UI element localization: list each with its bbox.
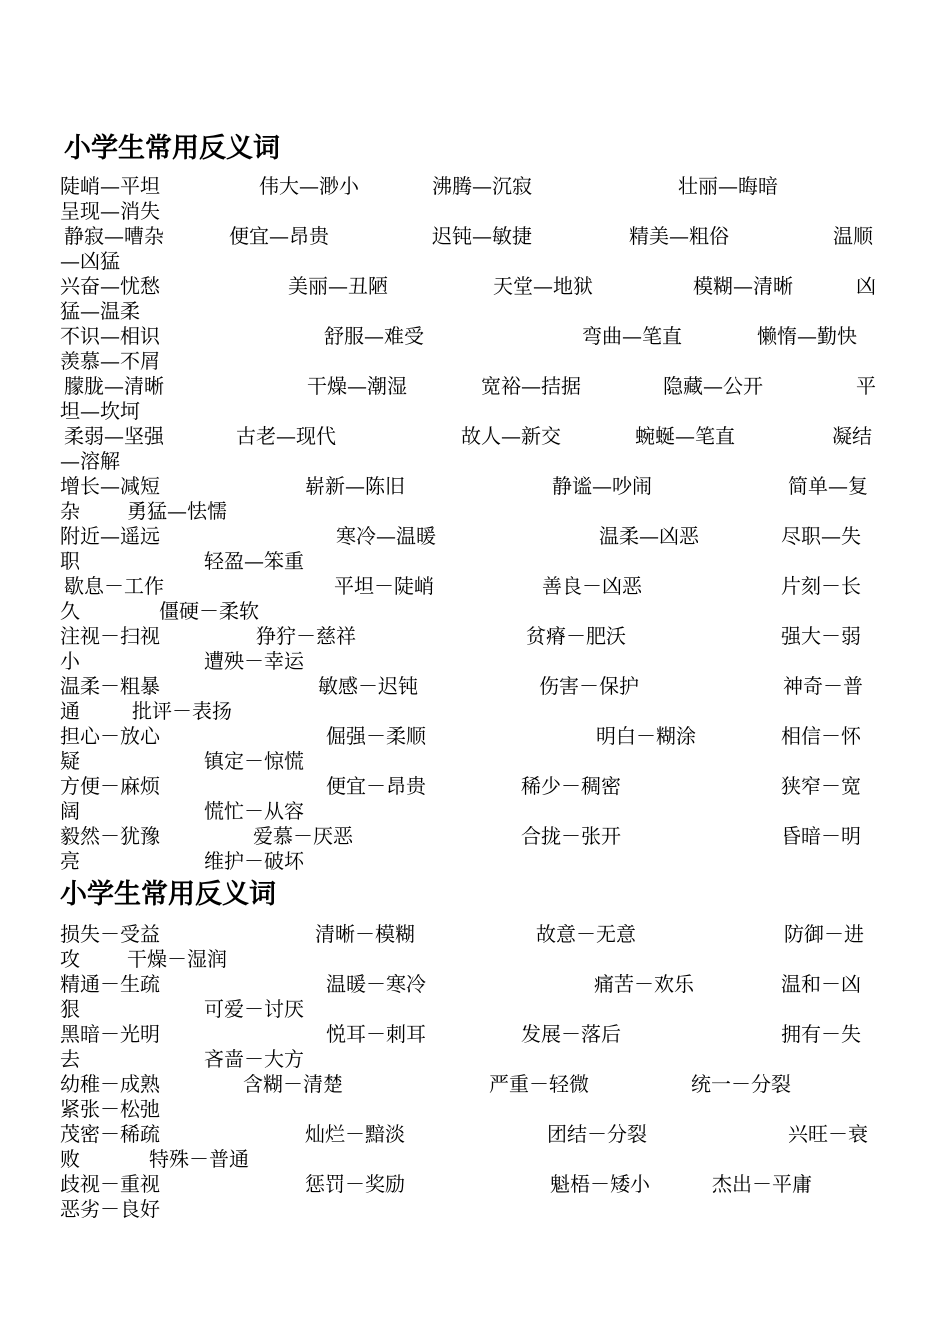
word-pair: 魁梧－矮小	[550, 1172, 650, 1196]
word-pair: 僵硬－柔软	[159, 599, 259, 623]
word-pair: 陡峭—平坦	[60, 174, 160, 198]
word-pair: —溶解	[60, 449, 120, 473]
section-2-title: 小学生常用反义词	[60, 879, 276, 910]
word-pair: 平坦－陡峭	[334, 574, 434, 598]
word-pair: 可爱－讨厌	[204, 997, 304, 1021]
word-pair: 神奇－普	[783, 674, 863, 698]
word-pair: 柔弱—坚强	[64, 424, 164, 448]
word-pair: 去	[60, 1047, 80, 1071]
word-pair: 不识—相识	[60, 324, 160, 348]
word-pair: 爱慕－厌恶	[253, 824, 353, 848]
word-pair: 静寂—嘈杂	[64, 224, 164, 248]
word-pair: 慌忙－从容	[204, 799, 304, 823]
word-pair: 灿烂－黯淡	[305, 1122, 405, 1146]
word-pair: 通	[60, 699, 80, 723]
word-pair: 勇猛—怯懦	[127, 499, 227, 523]
word-pair: 弯曲—笔直	[582, 324, 682, 348]
word-pair: 美丽—丑陋	[288, 274, 388, 298]
word-pair: 败	[60, 1147, 80, 1171]
word-pair: 沸腾—沉寂	[432, 174, 532, 198]
word-pair: 稀少－稠密	[521, 774, 621, 798]
word-pair: 干燥－湿润	[127, 947, 227, 971]
word-pair: 懒惰—勤快	[757, 324, 857, 348]
word-pair: 职	[60, 549, 80, 573]
word-pair: 模糊—清晰	[693, 274, 793, 298]
word-pair: 迟钝—敏捷	[432, 224, 532, 248]
word-pair: 壮丽—晦暗	[678, 174, 778, 198]
word-pair: 片刻－长	[781, 574, 861, 598]
section-1-title: 小学生常用反义词	[64, 133, 280, 164]
word-pair: 清晰－模糊	[315, 922, 415, 946]
word-pair: 茂密－稀疏	[60, 1122, 160, 1146]
word-pair: 久	[60, 599, 80, 623]
word-pair: 含糊－清楚	[243, 1072, 343, 1096]
word-pair: 特殊－普通	[149, 1147, 249, 1171]
word-pair: 惩罚－奖励	[305, 1172, 405, 1196]
word-pair: 歧视－重视	[60, 1172, 160, 1196]
word-pair: 尽职—失	[781, 524, 861, 548]
word-pair: 明白－糊涂	[596, 724, 696, 748]
word-pair: 简单—复	[788, 474, 868, 498]
word-pair: 温暖－寒冷	[326, 972, 426, 996]
word-pair: 狠	[60, 997, 80, 1021]
word-pair: 干燥—潮湿	[307, 374, 407, 398]
word-pair: 强大－弱	[781, 624, 861, 648]
word-pair: 拥有－失	[781, 1022, 861, 1046]
word-pair: 伟大—渺小	[259, 174, 359, 198]
word-pair: 温柔－粗暴	[60, 674, 160, 698]
word-pair: 便宜—昂贵	[229, 224, 329, 248]
word-pair: 防御－进	[784, 922, 864, 946]
word-pair: 故人—新交	[461, 424, 561, 448]
word-pair: 杂	[60, 499, 80, 523]
word-pair: 兴奋—忧愁	[60, 274, 160, 298]
word-pair: 附近—遥远	[60, 524, 160, 548]
word-pair: 古老—现代	[236, 424, 336, 448]
word-pair: 担心－放心	[60, 724, 160, 748]
word-pair: 统一－分裂	[691, 1072, 791, 1096]
word-pair: 狰狞－慈祥	[256, 624, 356, 648]
word-pair: 合拢－张开	[521, 824, 621, 848]
word-pair: 毅然－犹豫	[60, 824, 160, 848]
word-pair: 坦—坎坷	[60, 399, 140, 423]
word-pair: 崭新—陈旧	[305, 474, 405, 498]
word-pair: 凶	[856, 274, 876, 298]
word-pair: 方便－麻烦	[60, 774, 160, 798]
word-pair: 平	[856, 374, 876, 398]
word-pair: 悦耳－刺耳	[326, 1022, 426, 1046]
word-pair: 维护－破坏	[204, 849, 304, 873]
word-pair: 故意－无意	[536, 922, 636, 946]
word-pair: 损失－受益	[60, 922, 160, 946]
word-pair: 隐藏—公开	[663, 374, 763, 398]
word-pair: 兴旺－衰	[788, 1122, 868, 1146]
word-pair: 天堂—地狱	[493, 274, 593, 298]
word-pair: 狭窄－宽	[781, 774, 861, 798]
word-pair: —凶猛	[60, 249, 120, 273]
word-pair: 呈现—消失	[60, 199, 160, 223]
word-pair: 痛苦－欢乐	[594, 972, 694, 996]
word-pair: 蜿蜒—笔直	[635, 424, 735, 448]
word-pair: 严重－轻微	[489, 1072, 589, 1096]
word-pair: 亮	[60, 849, 80, 873]
word-pair: 疑	[60, 749, 80, 773]
word-pair: 发展－落后	[521, 1022, 621, 1046]
word-pair: 舒服—难受	[324, 324, 424, 348]
word-pair: 朦胧—清晰	[64, 374, 164, 398]
word-pair: 温柔—凶恶	[599, 524, 699, 548]
word-pair: 增长—减短	[60, 474, 160, 498]
word-pair: 歇息－工作	[64, 574, 164, 598]
word-pair: 昏暗－明	[781, 824, 861, 848]
word-pair: 伤害－保护	[539, 674, 639, 698]
word-pair: 镇定－惊慌	[204, 749, 304, 773]
word-pair: 贫瘠－肥沃	[526, 624, 626, 648]
word-pair: 倔强－柔顺	[326, 724, 426, 748]
word-pair: 精通－生疏	[60, 972, 160, 996]
word-pair: 小	[60, 649, 80, 673]
word-pair: 遭殃－幸运	[204, 649, 304, 673]
word-pair: 幼稚－成熟	[60, 1072, 160, 1096]
word-pair: 猛—温柔	[60, 299, 140, 323]
word-pair: 相信－怀	[781, 724, 861, 748]
word-pair: 善良－凶恶	[542, 574, 642, 598]
word-pair: 温顺	[833, 224, 873, 248]
word-pair: 温和－凶	[781, 972, 861, 996]
word-pair: 紧张－松弛	[60, 1097, 160, 1121]
word-pair: 黑暗－光明	[60, 1022, 160, 1046]
word-pair: 阔	[60, 799, 80, 823]
word-pair: 静谧—吵闹	[552, 474, 652, 498]
word-pair: 攻	[60, 947, 80, 971]
word-pair: 注视－扫视	[60, 624, 160, 648]
word-pair: 吝啬－大方	[204, 1047, 304, 1071]
word-pair: 精美—粗俗	[629, 224, 729, 248]
word-pair: 羡慕—不屑	[60, 349, 160, 373]
word-pair: 恶劣－良好	[60, 1197, 160, 1221]
word-pair: 杰出－平庸	[712, 1172, 812, 1196]
word-pair: 凝结	[832, 424, 872, 448]
word-pair: 轻盈—笨重	[204, 549, 304, 573]
word-pair: 便宜－昂贵	[326, 774, 426, 798]
word-pair: 宽裕—拮据	[481, 374, 581, 398]
word-pair: 寒冷—温暖	[336, 524, 436, 548]
word-pair: 团结－分裂	[547, 1122, 647, 1146]
word-pair: 敏感－迟钝	[318, 674, 418, 698]
word-pair: 批评－表扬	[132, 699, 232, 723]
